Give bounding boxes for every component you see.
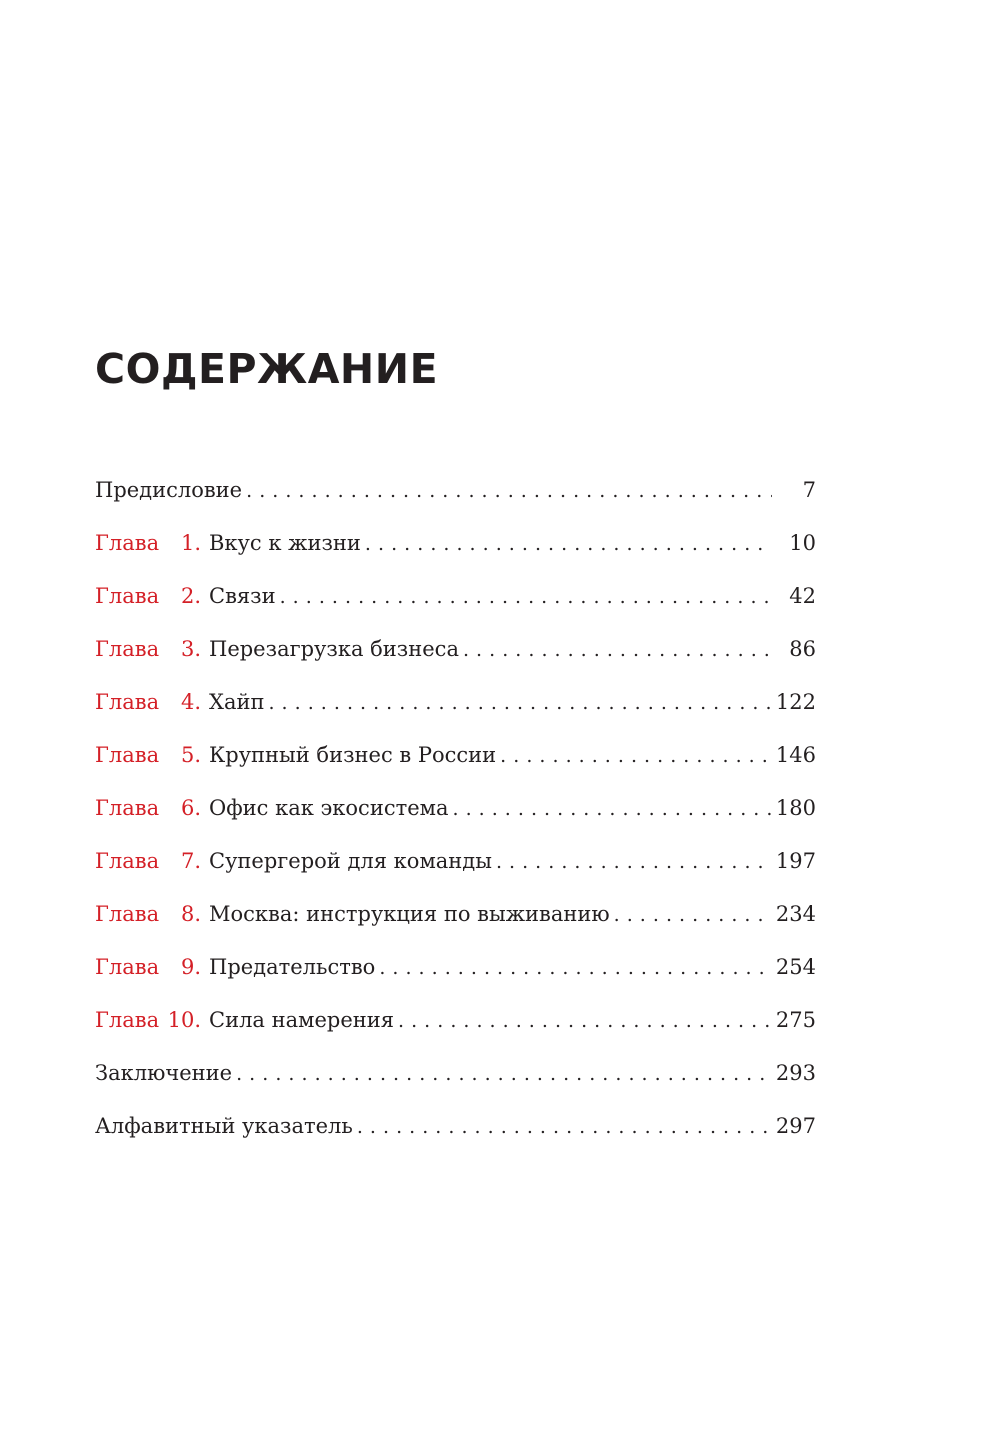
- toc-page-number: 10: [789, 531, 816, 555]
- toc-entry-chapter-9[interactable]: [95, 947, 816, 1000]
- toc-entry-preface[interactable]: [95, 470, 816, 523]
- dot-leader: [365, 524, 772, 564]
- toc-page-number: 293: [775, 1061, 816, 1085]
- page-title: СОДЕРЖАНИЕ: [95, 345, 439, 393]
- dot-leader: [280, 577, 772, 617]
- chapter-label: Глава: [95, 849, 160, 873]
- chapter-label: Глава: [95, 637, 160, 661]
- toc-page-number: 122: [775, 690, 816, 714]
- dot-leader: [268, 683, 771, 723]
- toc-entry-title: Перезагрузка бизнеса: [209, 637, 459, 661]
- toc-page-number: 275: [775, 1008, 816, 1032]
- chapter-number: 3.: [180, 637, 201, 661]
- dot-leader: [246, 471, 772, 511]
- toc-entry-chapter-1[interactable]: [95, 523, 816, 576]
- toc-entry-chapter-5[interactable]: [95, 735, 816, 788]
- toc-entry-index[interactable]: [95, 1106, 816, 1159]
- dot-leader: [398, 1001, 772, 1041]
- toc-page-number: 254: [775, 955, 816, 979]
- chapter-label: Глава: [95, 584, 160, 608]
- toc-entry-conclusion[interactable]: [95, 1053, 816, 1106]
- dot-leader: [614, 895, 772, 935]
- toc-page-number: 180: [775, 796, 816, 820]
- chapter-label: Глава: [95, 902, 160, 926]
- chapter-number: 1.: [180, 531, 201, 555]
- chapter-number: 7.: [180, 849, 201, 873]
- dot-leader: [500, 736, 772, 776]
- dot-leader: [236, 1054, 772, 1094]
- toc-entry-chapter-8[interactable]: [95, 894, 816, 947]
- chapter-label: Глава: [95, 690, 160, 714]
- toc-entry-title: Предисловие: [95, 478, 243, 502]
- toc-page-number: 297: [775, 1114, 816, 1138]
- chapter-number: 4.: [180, 690, 201, 714]
- toc-entry-chapter-2[interactable]: [95, 576, 816, 629]
- dot-leader: [357, 1107, 772, 1147]
- table-of-contents: [95, 470, 816, 1159]
- chapter-number: 9.: [180, 955, 201, 979]
- toc-entry-title: Алфавитный указатель: [95, 1114, 353, 1138]
- toc-entry-title: Москва: инструкция по выживанию: [209, 902, 610, 926]
- chapter-number: 5.: [180, 743, 201, 767]
- toc-entry-title: Вкус к жизни: [209, 531, 361, 555]
- dot-leader: [496, 842, 772, 882]
- chapter-label: Глава: [95, 796, 160, 820]
- toc-entry-title: Супергерой для команды: [209, 849, 492, 873]
- toc-page-number: 86: [789, 637, 816, 661]
- toc-page-number: 234: [775, 902, 816, 926]
- toc-page-number: 42: [789, 584, 816, 608]
- chapter-number: 8.: [180, 902, 201, 926]
- toc-entry-title: Хайп: [209, 690, 265, 714]
- toc-entry-title: Связи: [209, 584, 276, 608]
- chapter-label: Глава: [95, 1008, 160, 1032]
- toc-entry-chapter-7[interactable]: [95, 841, 816, 894]
- chapter-label: Глава: [95, 743, 160, 767]
- chapter-number: 6.: [180, 796, 201, 820]
- chapter-label: Глава: [95, 955, 160, 979]
- chapter-label: Глава: [95, 531, 160, 555]
- toc-page-number: 197: [775, 849, 816, 873]
- chapter-number: 2.: [180, 584, 201, 608]
- toc-page-number: 146: [775, 743, 816, 767]
- dot-leader: [379, 948, 772, 988]
- dot-leader: [463, 630, 772, 670]
- toc-entry-chapter-4[interactable]: [95, 682, 816, 735]
- toc-page-number: 7: [802, 478, 816, 502]
- toc-entry-title: Крупный бизнес в России: [209, 743, 497, 767]
- chapter-number: 10.: [167, 1008, 201, 1032]
- toc-entry-chapter-3[interactable]: [95, 629, 816, 682]
- toc-entry-title: Заключение: [95, 1061, 233, 1085]
- toc-entry-chapter-10[interactable]: [95, 1000, 816, 1053]
- toc-entry-title: Предательство: [209, 955, 376, 979]
- dot-leader: [452, 789, 771, 829]
- toc-entry-title: Офис как экосистема: [209, 796, 449, 820]
- toc-entry-title: Сила намерения: [209, 1008, 394, 1032]
- toc-entry-chapter-6[interactable]: [95, 788, 816, 841]
